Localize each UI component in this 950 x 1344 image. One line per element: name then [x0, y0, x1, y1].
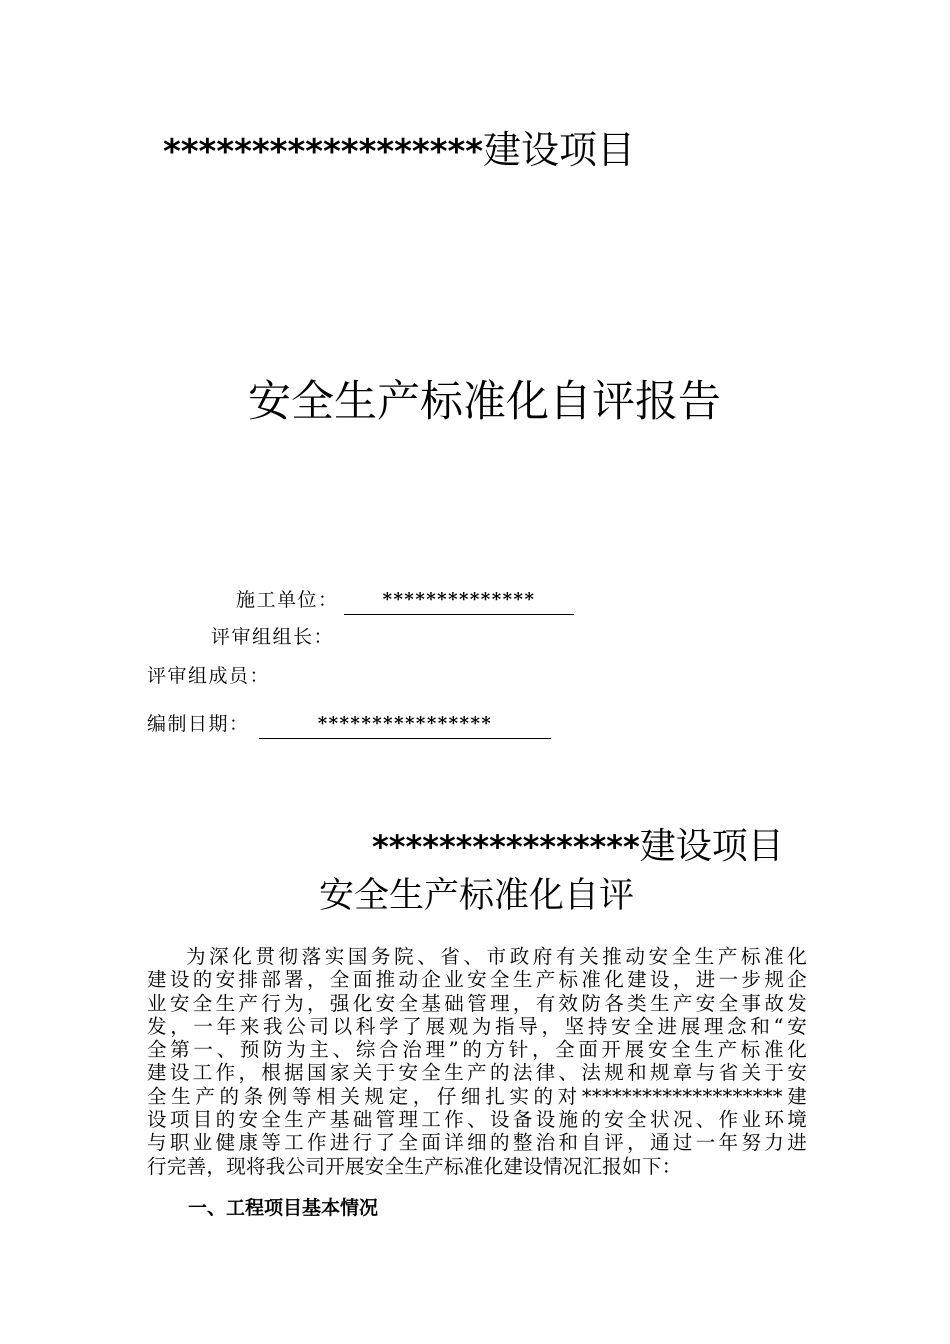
- section-title-masked-name: ****************: [372, 828, 640, 866]
- field-compile-date-value: ****************: [259, 712, 551, 739]
- section-heading-project-overview: 一、工程项目基本情况: [188, 1197, 379, 1219]
- cover-subtitle: 安全生产标准化自评报告: [248, 377, 721, 427]
- intro-paragraph: [147, 945, 807, 1178]
- paragraph-line: 设项目的安全生产基础管理工作、设备设施的安全状况、作业环境: [147, 1108, 807, 1132]
- field-compile-date-label: 编制日期：: [147, 713, 250, 735]
- section-subtitle: 安全生产标准化自评: [319, 876, 635, 916]
- paragraph-line: 业安全生产行为，强化安全基础管理，有效防各类生产安全事故发: [147, 991, 807, 1015]
- paragraph-line: 为深化贯彻落实国务院、省、市政府有关推动安全生产标准化: [186, 945, 807, 968]
- field-review-members-label: 评审组成员：: [147, 665, 271, 687]
- field-review-leader-label: 评审组组长：: [211, 626, 335, 648]
- field-compile-date: [147, 712, 493, 736]
- section-title: [372, 826, 784, 868]
- field-review-leader: [211, 625, 334, 649]
- cover-title-text: 建设项目: [483, 128, 636, 172]
- field-construction-unit: [236, 588, 536, 612]
- cover-title: [163, 128, 635, 174]
- paragraph-line: 与职业健康等工作进行了全面详细的整治和自评，通过一年努力进: [147, 1131, 807, 1155]
- field-review-members: [147, 664, 270, 688]
- cover-title-masked-name: ******************: [163, 132, 484, 172]
- paragraph-line: 行完善，现将我公司开展安全生产标准化建设情况汇报如下：: [147, 1154, 682, 1178]
- paragraph-line: 全生产的条例等相关规定，仔细扎实的对********************建: [147, 1084, 807, 1108]
- section-title-text: 建设项目: [639, 826, 784, 867]
- paragraph-line: 建设工作，根据国家关于安全生产的法律、法规和规章与省关于安: [147, 1061, 807, 1085]
- paragraph-line: 全第一、预防为主、综合治理”的方针，全面开展安全生产标准化: [147, 1038, 807, 1062]
- paragraph-line: 建设的安排部署，全面推动企业安全生产标准化建设，进一步规企: [147, 968, 807, 992]
- field-construction-unit-label: 施工单位：: [236, 589, 339, 611]
- paragraph-line: 发，一年来我公司以科学了展观为指导，坚持安全进展理念和“安: [147, 1014, 807, 1038]
- field-construction-unit-value: **************: [344, 588, 574, 615]
